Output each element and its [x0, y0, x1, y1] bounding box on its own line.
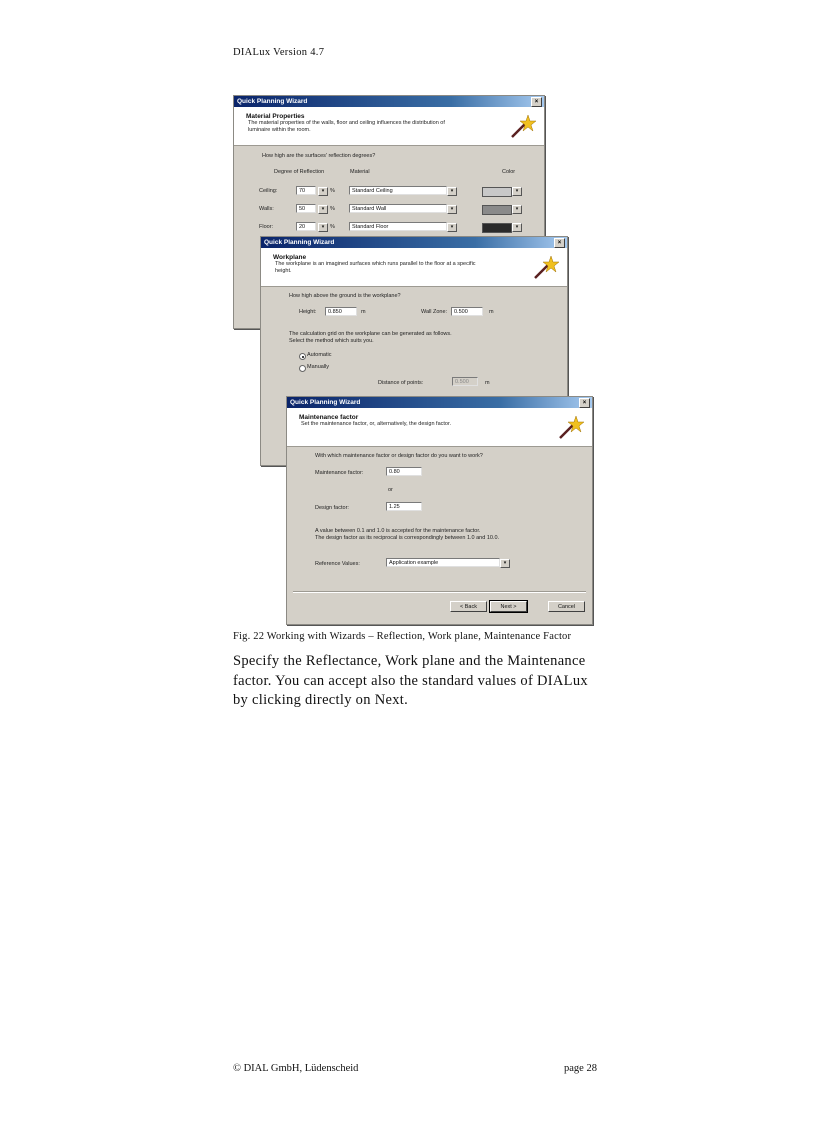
dialog3-header	[287, 408, 592, 447]
floor-label: Floor:	[259, 224, 274, 230]
wall-zone-label: Wall Zone:	[421, 309, 448, 315]
dialog1-title: Quick Planning Wizard	[237, 98, 308, 105]
maintenance-factor-label: Maintenance factor:	[315, 470, 364, 476]
col-color-header: Color	[502, 169, 516, 175]
design-factor-field[interactable]: 1.25	[386, 502, 422, 511]
manually-radio[interactable]	[299, 365, 306, 372]
body-paragraph: Specify the Reflectance, Work plane and the Maintenance factor. You can accept also the standard values of DIALux by clicking directly on Next.	[233, 653, 588, 708]
ceiling-unit: %	[330, 188, 335, 194]
section-description: The material properties of the walls, floor and ceiling influences the distribution of luminaire within the room.	[248, 120, 445, 133]
dialog2-title: Quick Planning Wizard	[264, 239, 335, 246]
floor-reflection-field[interactable]: 20	[296, 222, 316, 231]
reference-values-select[interactable]: Application example	[386, 558, 500, 567]
ceiling-color-swatch[interactable]	[482, 187, 512, 197]
floor-material-select[interactable]: Standard Floor	[349, 222, 447, 231]
floor-unit: %	[330, 224, 335, 230]
height-label: Height:	[299, 309, 317, 315]
note-line-2: The design factor as its reciprocal is correspondingly between 1.0 and 10.0.	[315, 535, 500, 541]
dialog1-titlebar	[234, 96, 544, 107]
footer-divider	[293, 591, 586, 593]
maintenance-question: With which maintenance factor or design factor do you want to work?	[315, 453, 483, 459]
walls-color-swatch[interactable]	[482, 205, 512, 215]
chevron-down-icon[interactable]: ▾	[447, 205, 457, 214]
height-field[interactable]: 0.850	[325, 307, 357, 316]
chevron-down-icon[interactable]: ▾	[500, 559, 510, 568]
walls-reflection-field[interactable]: 50	[296, 204, 316, 213]
close-icon[interactable]: ×	[554, 238, 565, 248]
walls-label: Walls:	[259, 206, 274, 212]
note-line-1: A value between 0.1 and 1.0 is accepted for the maintenance factor.	[315, 528, 481, 534]
design-factor-label: Design factor:	[315, 505, 349, 511]
wall-zone-field[interactable]: 0.500	[451, 307, 483, 316]
section-title: Material Properties	[246, 113, 305, 120]
section-description: The workplane is an imagined surfaces which runs parallel to the floor at a specific height.	[275, 261, 476, 274]
wizard-wand-icon	[556, 414, 584, 440]
dialog3-title: Quick Planning Wizard	[290, 399, 361, 406]
chevron-down-icon[interactable]: ▾	[318, 187, 328, 196]
reflection-question: How high are the surfaces' reflection degrees?	[262, 153, 376, 159]
walls-material-select[interactable]: Standard Wall	[349, 204, 447, 213]
chevron-down-icon[interactable]: ▾	[512, 223, 522, 232]
or-label: or	[388, 487, 393, 493]
ceiling-material-select[interactable]: Standard Ceiling	[349, 186, 447, 195]
section-description: Set the maintenance factor, or, alternatively, the design factor.	[301, 421, 452, 427]
wall-zone-unit: m	[489, 309, 494, 315]
back-button[interactable]: < Back	[450, 601, 487, 612]
distance-label: Distance of points:	[378, 380, 424, 386]
manually-label: Manually	[307, 364, 330, 370]
next-button[interactable]: Next >	[490, 601, 527, 612]
dialog2-titlebar	[261, 237, 567, 248]
dialog2-header	[261, 248, 567, 287]
chevron-down-icon[interactable]: ▾	[318, 205, 328, 214]
floor-color-swatch[interactable]	[482, 223, 512, 233]
wizard-wand-icon	[531, 254, 559, 280]
close-icon[interactable]: ×	[531, 97, 542, 107]
ceiling-label: Ceiling:	[259, 188, 278, 194]
close-icon[interactable]: ×	[579, 398, 590, 408]
chevron-down-icon[interactable]: ▾	[512, 205, 522, 214]
reference-values-label: Reference Values:	[315, 561, 360, 567]
chevron-down-icon[interactable]: ▾	[512, 187, 522, 196]
dialog1-header	[234, 107, 544, 146]
chevron-down-icon[interactable]: ▾	[447, 187, 457, 196]
figure-caption: Fig. 22 Working with Wizards – Reflection, Work plane, Maintenance Factor	[233, 631, 572, 642]
distance-field[interactable]: 0.500	[452, 377, 478, 386]
section-title: Maintenance factor	[299, 414, 359, 421]
cancel-button[interactable]: Cancel	[548, 601, 585, 612]
workplane-question: How high above the ground is the workplane?	[289, 293, 401, 299]
wizard-figure	[233, 95, 593, 625]
wizard-wand-icon	[508, 113, 536, 139]
ceiling-reflection-field[interactable]: 70	[296, 186, 316, 195]
dialog3-titlebar	[287, 397, 592, 408]
maintenance-factor-field[interactable]: 0.80	[386, 467, 422, 476]
maintenance-factor-dialog	[286, 396, 593, 625]
grid-text-2: Select the method which suits you.	[289, 338, 374, 344]
distance-unit: m	[485, 380, 490, 386]
page-number: page 28	[564, 1063, 597, 1074]
chevron-down-icon[interactable]: ▾	[447, 223, 457, 232]
walls-unit: %	[330, 206, 335, 212]
height-unit: m	[361, 309, 366, 315]
section-title: Workplane	[273, 254, 307, 261]
col-material-header: Material	[350, 169, 370, 175]
chevron-down-icon[interactable]: ▾	[318, 223, 328, 232]
running-header: DIALux Version 4.7	[233, 47, 325, 58]
grid-text-1: The calculation grid on the workplane can be generated as follows.	[289, 331, 452, 337]
col-reflection-header: Degree of Reflection	[274, 169, 325, 175]
automatic-radio[interactable]	[299, 353, 306, 360]
footer-copyright: © DIAL GmbH, Lüdenscheid	[233, 1063, 359, 1074]
automatic-label: Automatic	[307, 352, 332, 358]
